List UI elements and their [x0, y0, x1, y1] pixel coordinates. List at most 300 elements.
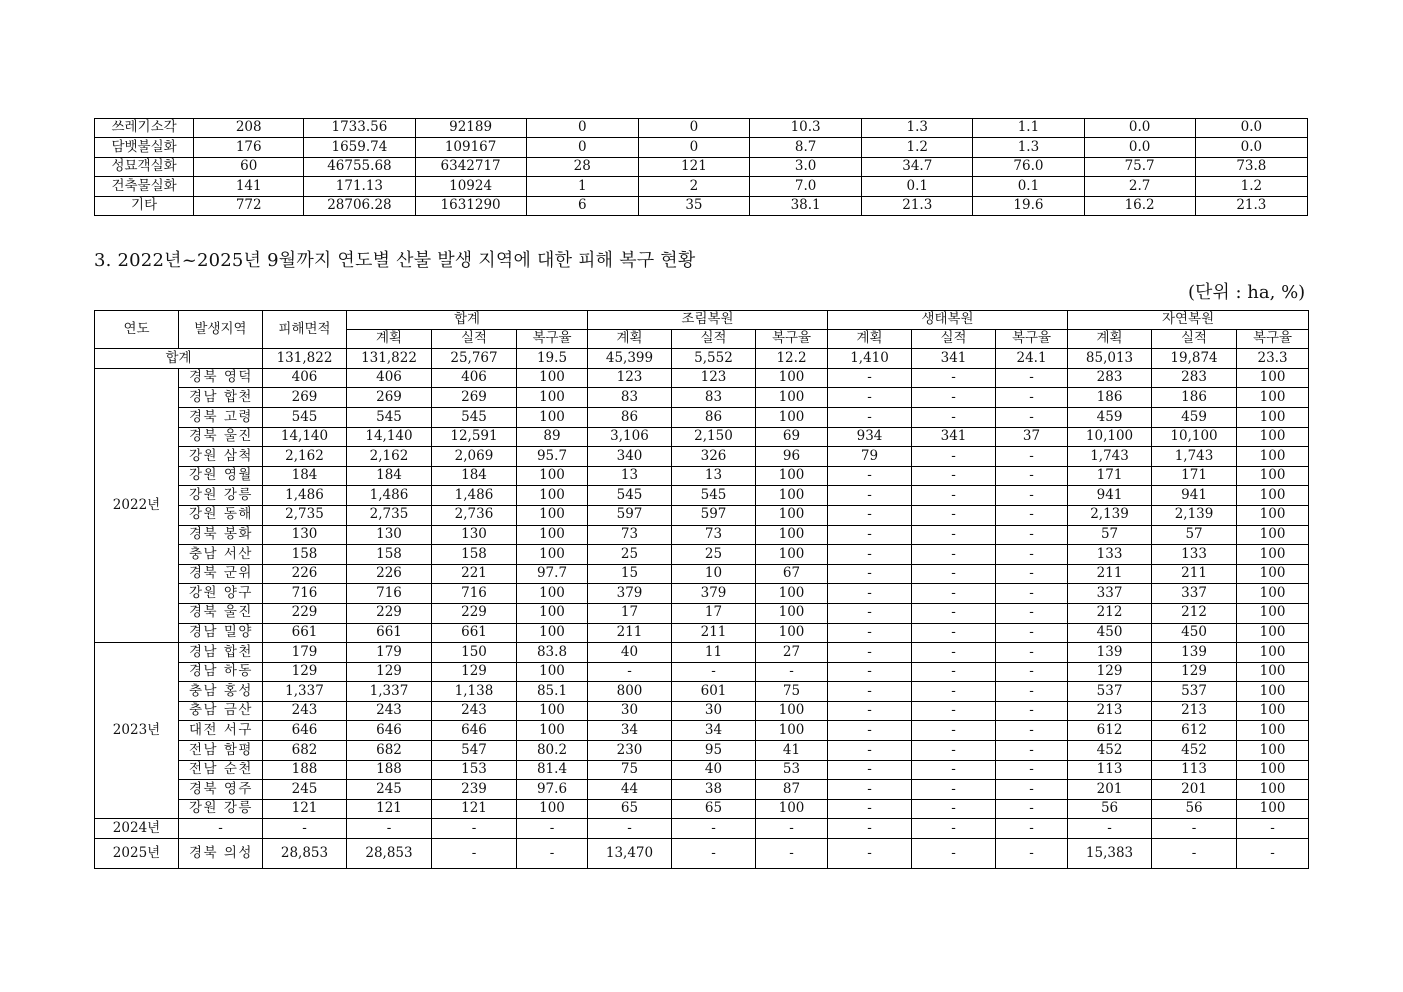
table-cell: 661	[432, 623, 517, 643]
table-cell: -	[828, 839, 912, 869]
table-cell: -	[996, 525, 1068, 545]
table-cell: 133	[1068, 545, 1152, 565]
table-row	[95, 760, 1309, 780]
table-cell: 716	[432, 584, 517, 604]
region-cell: 충남 서산	[179, 545, 263, 565]
table-cell: 243	[347, 701, 432, 721]
table-cell: -	[828, 780, 912, 800]
table-cell: 1.2	[862, 138, 973, 157]
table-cell: 2	[638, 177, 749, 196]
table-cell: 121	[263, 799, 347, 819]
table-cell: 121	[347, 799, 432, 819]
total-cell: 24.1	[996, 349, 1068, 369]
table-cell: 69	[756, 427, 828, 447]
table-cell: 139	[1068, 643, 1152, 663]
recovery-table	[94, 310, 1309, 869]
table-cell: 46755.68	[304, 157, 415, 176]
table-cell: -	[912, 780, 996, 800]
table-row	[95, 447, 1309, 467]
table-cell: 96	[756, 447, 828, 467]
table-cell: 129	[1068, 662, 1152, 682]
table-cell: 100	[1237, 799, 1309, 819]
table-cell: 40	[672, 760, 756, 780]
table-cell: 30	[588, 701, 672, 721]
table-cell: 406	[263, 368, 347, 388]
table-cell: 100	[517, 623, 588, 643]
table-cell: -	[996, 799, 1068, 819]
total-cell: 1,410	[828, 349, 912, 369]
table-cell: 379	[588, 584, 672, 604]
table-cell: -	[1068, 819, 1152, 839]
table-cell: -	[996, 623, 1068, 643]
table-cell: 283	[1152, 368, 1237, 388]
table-cell: 1.3	[973, 138, 1084, 157]
table-cell: -	[996, 839, 1068, 869]
region-cell: 대전 서구	[179, 721, 263, 741]
table-cell: 171.13	[304, 177, 415, 196]
table-row	[95, 662, 1309, 682]
year-cell: 2023년	[95, 643, 179, 819]
table-cell: 56	[1152, 799, 1237, 819]
table-cell: 179	[263, 643, 347, 663]
table-cell: -	[588, 662, 672, 682]
table-cell: 158	[263, 545, 347, 565]
table-cell: -	[996, 682, 1068, 702]
region-cell: 강원 강릉	[179, 486, 263, 506]
table-row	[95, 839, 1309, 869]
table-cell: 87	[756, 780, 828, 800]
table-cell: 1,337	[263, 682, 347, 702]
table-cell: 73	[588, 525, 672, 545]
table-cell: 1,337	[347, 682, 432, 702]
table-cell: -	[912, 741, 996, 761]
cause-label: 쓰레기소각	[95, 119, 194, 138]
table-cell: 341	[912, 427, 996, 447]
table-cell: 326	[672, 447, 756, 467]
table-row	[95, 407, 1309, 427]
header-rate: 복구율	[756, 330, 828, 349]
header-rate: 복구율	[1237, 330, 1309, 349]
table-cell: 130	[432, 525, 517, 545]
table-cell: 129	[263, 662, 347, 682]
table-cell: -	[996, 741, 1068, 761]
total-cell: 19,874	[1152, 349, 1237, 369]
table-cell: -	[912, 486, 996, 506]
table-cell: 37	[996, 427, 1068, 447]
table-cell: 100	[517, 701, 588, 721]
recovery-table-header	[95, 311, 1309, 349]
table-cell: 100	[756, 407, 828, 427]
table-cell: 269	[432, 388, 517, 408]
table-cell: -	[996, 466, 1068, 486]
table-cell: 934	[828, 427, 912, 447]
table-cell: 100	[1237, 780, 1309, 800]
table-cell: -	[912, 545, 996, 565]
table-cell: -	[432, 839, 517, 869]
table-cell: 129	[1152, 662, 1237, 682]
table-cell: -	[828, 584, 912, 604]
header-group-total: 합계	[347, 311, 588, 330]
table-cell: 15,383	[1068, 839, 1152, 869]
table-cell: 100	[1237, 525, 1309, 545]
cause-label: 기타	[95, 196, 194, 215]
table-cell: 158	[432, 545, 517, 565]
table-cell: 100	[1237, 701, 1309, 721]
table-cell: 212	[1068, 603, 1152, 623]
table-cell: 2,735	[347, 505, 432, 525]
header-actual: 실적	[1152, 330, 1237, 349]
table-cell: 1,743	[1152, 447, 1237, 467]
table-cell: 14,140	[263, 427, 347, 447]
table-cell: -	[996, 819, 1068, 839]
table-cell: 11	[672, 643, 756, 663]
table-cell: -	[347, 819, 432, 839]
table-cell: 221	[432, 564, 517, 584]
table-cell: 100	[756, 799, 828, 819]
table-cell: -	[912, 839, 996, 869]
table-cell: 6	[526, 196, 638, 215]
table-cell: 716	[347, 584, 432, 604]
table-cell: -	[756, 819, 828, 839]
table-row	[95, 701, 1309, 721]
table-cell: -	[517, 819, 588, 839]
table-cell: 38.1	[750, 196, 862, 215]
table-cell: 682	[347, 741, 432, 761]
table-cell: 100	[1237, 466, 1309, 486]
table-cell: -	[996, 721, 1068, 741]
table-cell: 0.0	[1195, 119, 1307, 138]
region-cell: 강원 삼척	[179, 447, 263, 467]
table-cell: 56	[1068, 799, 1152, 819]
table-cell: 100	[756, 721, 828, 741]
table-cell: 213	[1068, 701, 1152, 721]
table-row	[95, 466, 1309, 486]
table-cell: 13,470	[588, 839, 672, 869]
table-cell: 452	[1068, 741, 1152, 761]
total-cell: 25,767	[432, 349, 517, 369]
table-cell: 150	[432, 643, 517, 663]
total-cell: 341	[912, 349, 996, 369]
table-row	[95, 603, 1309, 623]
table-cell: -	[912, 466, 996, 486]
table-cell: 89	[517, 427, 588, 447]
table-cell: 2,736	[432, 505, 517, 525]
table-cell: 226	[263, 564, 347, 584]
table-cell: -	[828, 407, 912, 427]
region-cell: 경북 고령	[179, 407, 263, 427]
section-heading: 3. 2022년~2025년 9월까지 연도별 산불 발생 지역에 대한 피해 복구 현황	[94, 250, 696, 271]
table-row	[95, 741, 1309, 761]
table-cell: 76.0	[973, 157, 1084, 176]
table-cell: 12,591	[432, 427, 517, 447]
table-row	[95, 584, 1309, 604]
table-cell: 201	[1152, 780, 1237, 800]
table-cell: -	[912, 799, 996, 819]
table-cell: 13	[588, 466, 672, 486]
table-cell: -	[828, 466, 912, 486]
table-row	[95, 138, 1308, 157]
table-cell: 716	[263, 584, 347, 604]
table-cell: 0.1	[973, 177, 1084, 196]
table-cell: -	[996, 505, 1068, 525]
table-cell: 0	[638, 138, 749, 157]
table-cell: 229	[432, 603, 517, 623]
table-cell: 75.7	[1084, 157, 1195, 176]
table-cell: 179	[347, 643, 432, 663]
table-cell: 184	[263, 466, 347, 486]
table-cell: 100	[756, 701, 828, 721]
table-cell: 100	[756, 466, 828, 486]
table-cell: 1,486	[432, 486, 517, 506]
table-row	[95, 486, 1309, 506]
table-cell: 100	[517, 545, 588, 565]
table-cell: -	[996, 584, 1068, 604]
table-cell: 612	[1152, 721, 1237, 741]
table-cell: 28706.28	[304, 196, 415, 215]
table-cell: 100	[1237, 388, 1309, 408]
table-cell: 34	[588, 721, 672, 741]
table-cell: -	[912, 603, 996, 623]
header-actual: 실적	[432, 330, 517, 349]
table-cell: 545	[672, 486, 756, 506]
table-cell: 153	[432, 760, 517, 780]
table-cell: 65	[672, 799, 756, 819]
table-cell: 171	[1152, 466, 1237, 486]
table-cell: 100	[756, 486, 828, 506]
table-cell: 1.3	[862, 119, 973, 138]
table-cell: -	[588, 819, 672, 839]
table-cell: 130	[347, 525, 432, 545]
table-cell: 772	[194, 196, 304, 215]
table-cell: 40	[588, 643, 672, 663]
table-cell: 14,140	[347, 427, 432, 447]
table-cell: 38	[672, 780, 756, 800]
table-cell: 537	[1152, 682, 1237, 702]
table-cell: 184	[347, 466, 432, 486]
table-cell: 459	[1152, 407, 1237, 427]
table-cell: 188	[263, 760, 347, 780]
table-cell: 211	[672, 623, 756, 643]
table-cell: 612	[1068, 721, 1152, 741]
table-row	[95, 368, 1309, 388]
table-cell: 211	[1152, 564, 1237, 584]
table-cell: 597	[672, 505, 756, 525]
table-cell: 450	[1068, 623, 1152, 643]
total-cell: 131,822	[347, 349, 432, 369]
table-cell: 92189	[415, 119, 526, 138]
table-cell: 8.7	[750, 138, 862, 157]
table-cell: -	[996, 780, 1068, 800]
table-cell: -	[756, 839, 828, 869]
header-actual: 실적	[912, 330, 996, 349]
unit-label: (단위 : ha, %)	[1188, 282, 1306, 303]
table-cell: -	[517, 839, 588, 869]
table-cell: 53	[756, 760, 828, 780]
header-year: 연도	[95, 311, 179, 349]
table-cell: 6342717	[415, 157, 526, 176]
table-cell: 100	[1237, 368, 1309, 388]
table-cell: 7.0	[750, 177, 862, 196]
table-cell: -	[912, 701, 996, 721]
table-cell: 601	[672, 682, 756, 702]
table-cell: 95.7	[517, 447, 588, 467]
year-cell: 2025년	[95, 839, 179, 869]
table-cell: 211	[1068, 564, 1152, 584]
table-cell: 130	[263, 525, 347, 545]
table-cell: 86	[588, 407, 672, 427]
table-cell: 212	[1152, 603, 1237, 623]
table-cell: -	[996, 662, 1068, 682]
table-row	[95, 157, 1308, 176]
table-cell: -	[672, 662, 756, 682]
header-group-afforestation: 조림복원	[588, 311, 828, 330]
table-cell: -	[1152, 839, 1237, 869]
table-cell: 100	[756, 368, 828, 388]
region-cell: 경북 군위	[179, 564, 263, 584]
table-cell: 75	[588, 760, 672, 780]
table-cell: 545	[263, 407, 347, 427]
table-cell: 28,853	[263, 839, 347, 869]
total-cell: 12.2	[756, 349, 828, 369]
table-cell: 21.3	[862, 196, 973, 215]
table-cell: 27	[756, 643, 828, 663]
table-cell: 10924	[415, 177, 526, 196]
header-group-natural: 자연복원	[1068, 311, 1309, 330]
table-cell: 1659.74	[304, 138, 415, 157]
total-row	[95, 349, 1309, 369]
table-cell: 211	[588, 623, 672, 643]
table-cell: 0.0	[1084, 138, 1195, 157]
table-cell: 129	[432, 662, 517, 682]
table-cell: 0	[526, 119, 638, 138]
table-cell: 646	[432, 721, 517, 741]
table-cell: -	[912, 564, 996, 584]
table-cell: 17	[672, 603, 756, 623]
table-cell: -	[912, 662, 996, 682]
table-cell: 21.3	[1195, 196, 1307, 215]
table-cell: 100	[1237, 545, 1309, 565]
cause-table-body	[95, 119, 1308, 216]
table-cell: 597	[588, 505, 672, 525]
table-row	[95, 505, 1309, 525]
cause-table	[94, 118, 1308, 216]
table-row	[95, 780, 1309, 800]
total-cell: 45,399	[588, 349, 672, 369]
table-cell: -	[828, 819, 912, 839]
table-cell: 100	[517, 584, 588, 604]
region-cell: 충남 홍성	[179, 682, 263, 702]
table-cell: -	[912, 760, 996, 780]
table-cell: -	[996, 486, 1068, 506]
table-cell: -	[828, 368, 912, 388]
table-cell: 83.8	[517, 643, 588, 663]
table-row	[95, 623, 1309, 643]
table-cell: 83	[588, 388, 672, 408]
table-cell: 19.6	[973, 196, 1084, 215]
table-cell: 139	[1152, 643, 1237, 663]
table-cell: 340	[588, 447, 672, 467]
table-cell: -	[912, 819, 996, 839]
total-cell: 23.3	[1237, 349, 1309, 369]
table-cell: 2,162	[347, 447, 432, 467]
region-cell: 전남 순천	[179, 760, 263, 780]
table-cell: 79	[828, 447, 912, 467]
table-row	[95, 721, 1309, 741]
table-cell: 201	[1068, 780, 1152, 800]
table-cell: 1631290	[415, 196, 526, 215]
table-cell: 97.6	[517, 780, 588, 800]
total-label: 합계	[95, 349, 263, 369]
table-row	[95, 682, 1309, 702]
table-cell: 245	[263, 780, 347, 800]
table-cell: 57	[1068, 525, 1152, 545]
table-row	[95, 177, 1308, 196]
table-cell: 100	[517, 407, 588, 427]
header-plan: 계획	[828, 330, 912, 349]
table-cell: 95	[672, 741, 756, 761]
table-cell: 28,853	[347, 839, 432, 869]
table-cell: 25	[672, 545, 756, 565]
total-cell: 131,822	[263, 349, 347, 369]
table-cell: 41	[756, 741, 828, 761]
table-cell: -	[828, 741, 912, 761]
table-cell: 129	[347, 662, 432, 682]
table-cell: 661	[263, 623, 347, 643]
table-cell: 0	[526, 138, 638, 157]
table-cell: 337	[1068, 584, 1152, 604]
table-cell: 123	[588, 368, 672, 388]
total-cell: 19.5	[517, 349, 588, 369]
region-cell: 경북 영주	[179, 780, 263, 800]
table-cell: -	[828, 760, 912, 780]
table-cell: 13	[672, 466, 756, 486]
table-cell: 10,100	[1068, 427, 1152, 447]
header-region: 발생지역	[179, 311, 263, 349]
table-cell: -	[912, 682, 996, 702]
region-cell: 경북 봉화	[179, 525, 263, 545]
table-cell: -	[828, 643, 912, 663]
table-cell: -	[828, 682, 912, 702]
table-cell: 100	[1237, 760, 1309, 780]
table-cell: 2,139	[1068, 505, 1152, 525]
table-cell: 229	[263, 603, 347, 623]
table-cell: 1	[526, 177, 638, 196]
table-cell: 113	[1068, 760, 1152, 780]
table-cell: 682	[263, 741, 347, 761]
table-cell: -	[828, 388, 912, 408]
table-cell: -	[1152, 819, 1237, 839]
table-row	[95, 427, 1309, 447]
table-cell: 243	[263, 701, 347, 721]
table-cell: 44	[588, 780, 672, 800]
table-cell: 452	[1152, 741, 1237, 761]
table-cell: 661	[347, 623, 432, 643]
header-rate: 복구율	[996, 330, 1068, 349]
header-damage-area: 피해면적	[263, 311, 347, 349]
header-actual: 실적	[672, 330, 756, 349]
table-cell: 2,139	[1152, 505, 1237, 525]
table-row	[95, 643, 1309, 663]
table-cell: 100	[517, 799, 588, 819]
table-cell: 450	[1152, 623, 1237, 643]
table-cell: 57	[1152, 525, 1237, 545]
table-cell: 97.7	[517, 564, 588, 584]
table-cell: -	[996, 407, 1068, 427]
table-cell: 100	[1237, 505, 1309, 525]
table-cell: 100	[517, 368, 588, 388]
table-cell: 100	[1237, 682, 1309, 702]
table-cell: -	[756, 662, 828, 682]
